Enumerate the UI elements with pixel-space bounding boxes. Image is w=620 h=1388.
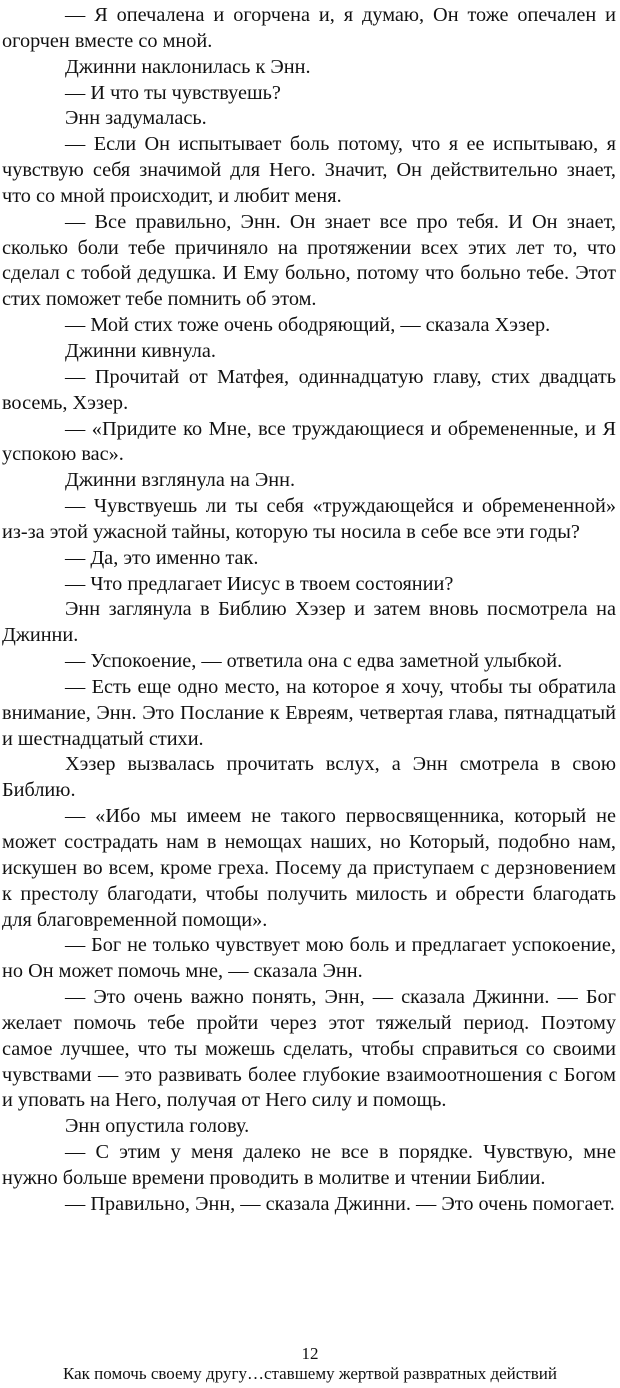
running-footer-title: Как помочь своему другу…ставшему жертвой развратных действий: [63, 1364, 557, 1383]
paragraph: Энн опустила голову.: [65, 1115, 250, 1138]
paragraph: — Это очень важно понять, Энн, — сказала Джинни. — Бог желает помочь тебе пройти через этот тяжелый период. Поэтому самое лучшее, что ты можешь сделать, чтобы справиться со своими чувствами — это развивать более глубокие взаимоотношения с Богом и уповать на Него, получая от Него силу и помощь.: [2, 986, 616, 1112]
paragraph: Энн задумалась.: [65, 107, 207, 130]
paragraph: — Есть еще одно место, на которое я хочу, чтобы ты обратила внимание, Энн. Это Послание к Евреям, четвертая глава, пятнадцатый и шестнадцатый стихи.: [2, 675, 616, 750]
body-text: [2, 3, 616, 1218]
paragraph: — Что предлагает Иисус в твоем состоянии?: [65, 572, 454, 595]
paragraph: — Я опечалена и огорчена и, я думаю, Он тоже опечален и огорчен вместе со мной.: [2, 4, 616, 52]
paragraph: — Да, это именно так.: [65, 546, 259, 569]
paragraph: — Мой стих тоже очень ободряющий, — сказала Хэзер.: [65, 314, 551, 337]
paragraph: Хэзер вызвалась прочитать вслух, а Энн смотрела в свою Библию.: [2, 753, 616, 802]
paragraph: — Прочитай от Матфея, одиннадцатую главу, стих двадцать восемь, Хэзер.: [2, 365, 616, 414]
paragraph: — С этим у меня далеко не все в порядке. Чувствую, мне нужно больше времени проводить в молитве и чтении Библии.: [2, 1141, 616, 1189]
paragraph: Джинни кивнула.: [65, 339, 216, 362]
paragraph: — Если Он испытывает боль потому, что я ее испытываю, я чувствую себя значимой для Него. Значит, Он действительно знает, что со мной происходит, и любит меня.: [2, 133, 616, 207]
paragraph: — Бог не только чувствует мою боль и предлагает успокоение, но Он может помочь мне, — сказала Энн.: [2, 934, 616, 983]
paragraph: Энн заглянула в Библию Хэзер и затем вновь посмотрела на Джинни.: [2, 598, 616, 647]
paragraph: — Правильно, Энн, — сказала Джинни. — Это очень помогает.: [65, 1192, 615, 1215]
page-number: 12: [301, 1344, 319, 1363]
paragraph: — Все правильно, Энн. Он знает все про тебя. И Он знает, сколько боли тебе причиняло на протяжении всех этих лет то, что сделал с тобой дедушка. И Ему больно, потому что больно тебе. Этот стих поможет тебе помнить об этом.: [2, 210, 616, 311]
paragraph: — Чувствуешь ли ты себя «труждающейся и обремененной» из-за этой ужасной тайны, которую ты носила в себе все эти годы?: [2, 495, 616, 543]
paragraph: — «Ибо мы имеем не такого первосвященника, который не может сострадать нам в немощах наших, но Который, подобно нам, искушен во всем, кроме греха. Посему да приступаем с дерзновением к престолу благодати, чтобы получить милость и обрести благодать для благовременной помощи».: [2, 805, 616, 931]
paragraph: — Успокоение, — ответила она с едва заметной улыбкой.: [65, 650, 563, 673]
paragraph: — И что ты чувствуешь?: [65, 81, 281, 104]
paragraph: — «Придите ко Мне, все труждающиеся и обремененные, и Я успокою вас».: [2, 417, 616, 466]
paragraph: Джинни наклонилась к Энн.: [65, 55, 311, 78]
paragraph: Джинни взглянула на Энн.: [65, 469, 296, 492]
